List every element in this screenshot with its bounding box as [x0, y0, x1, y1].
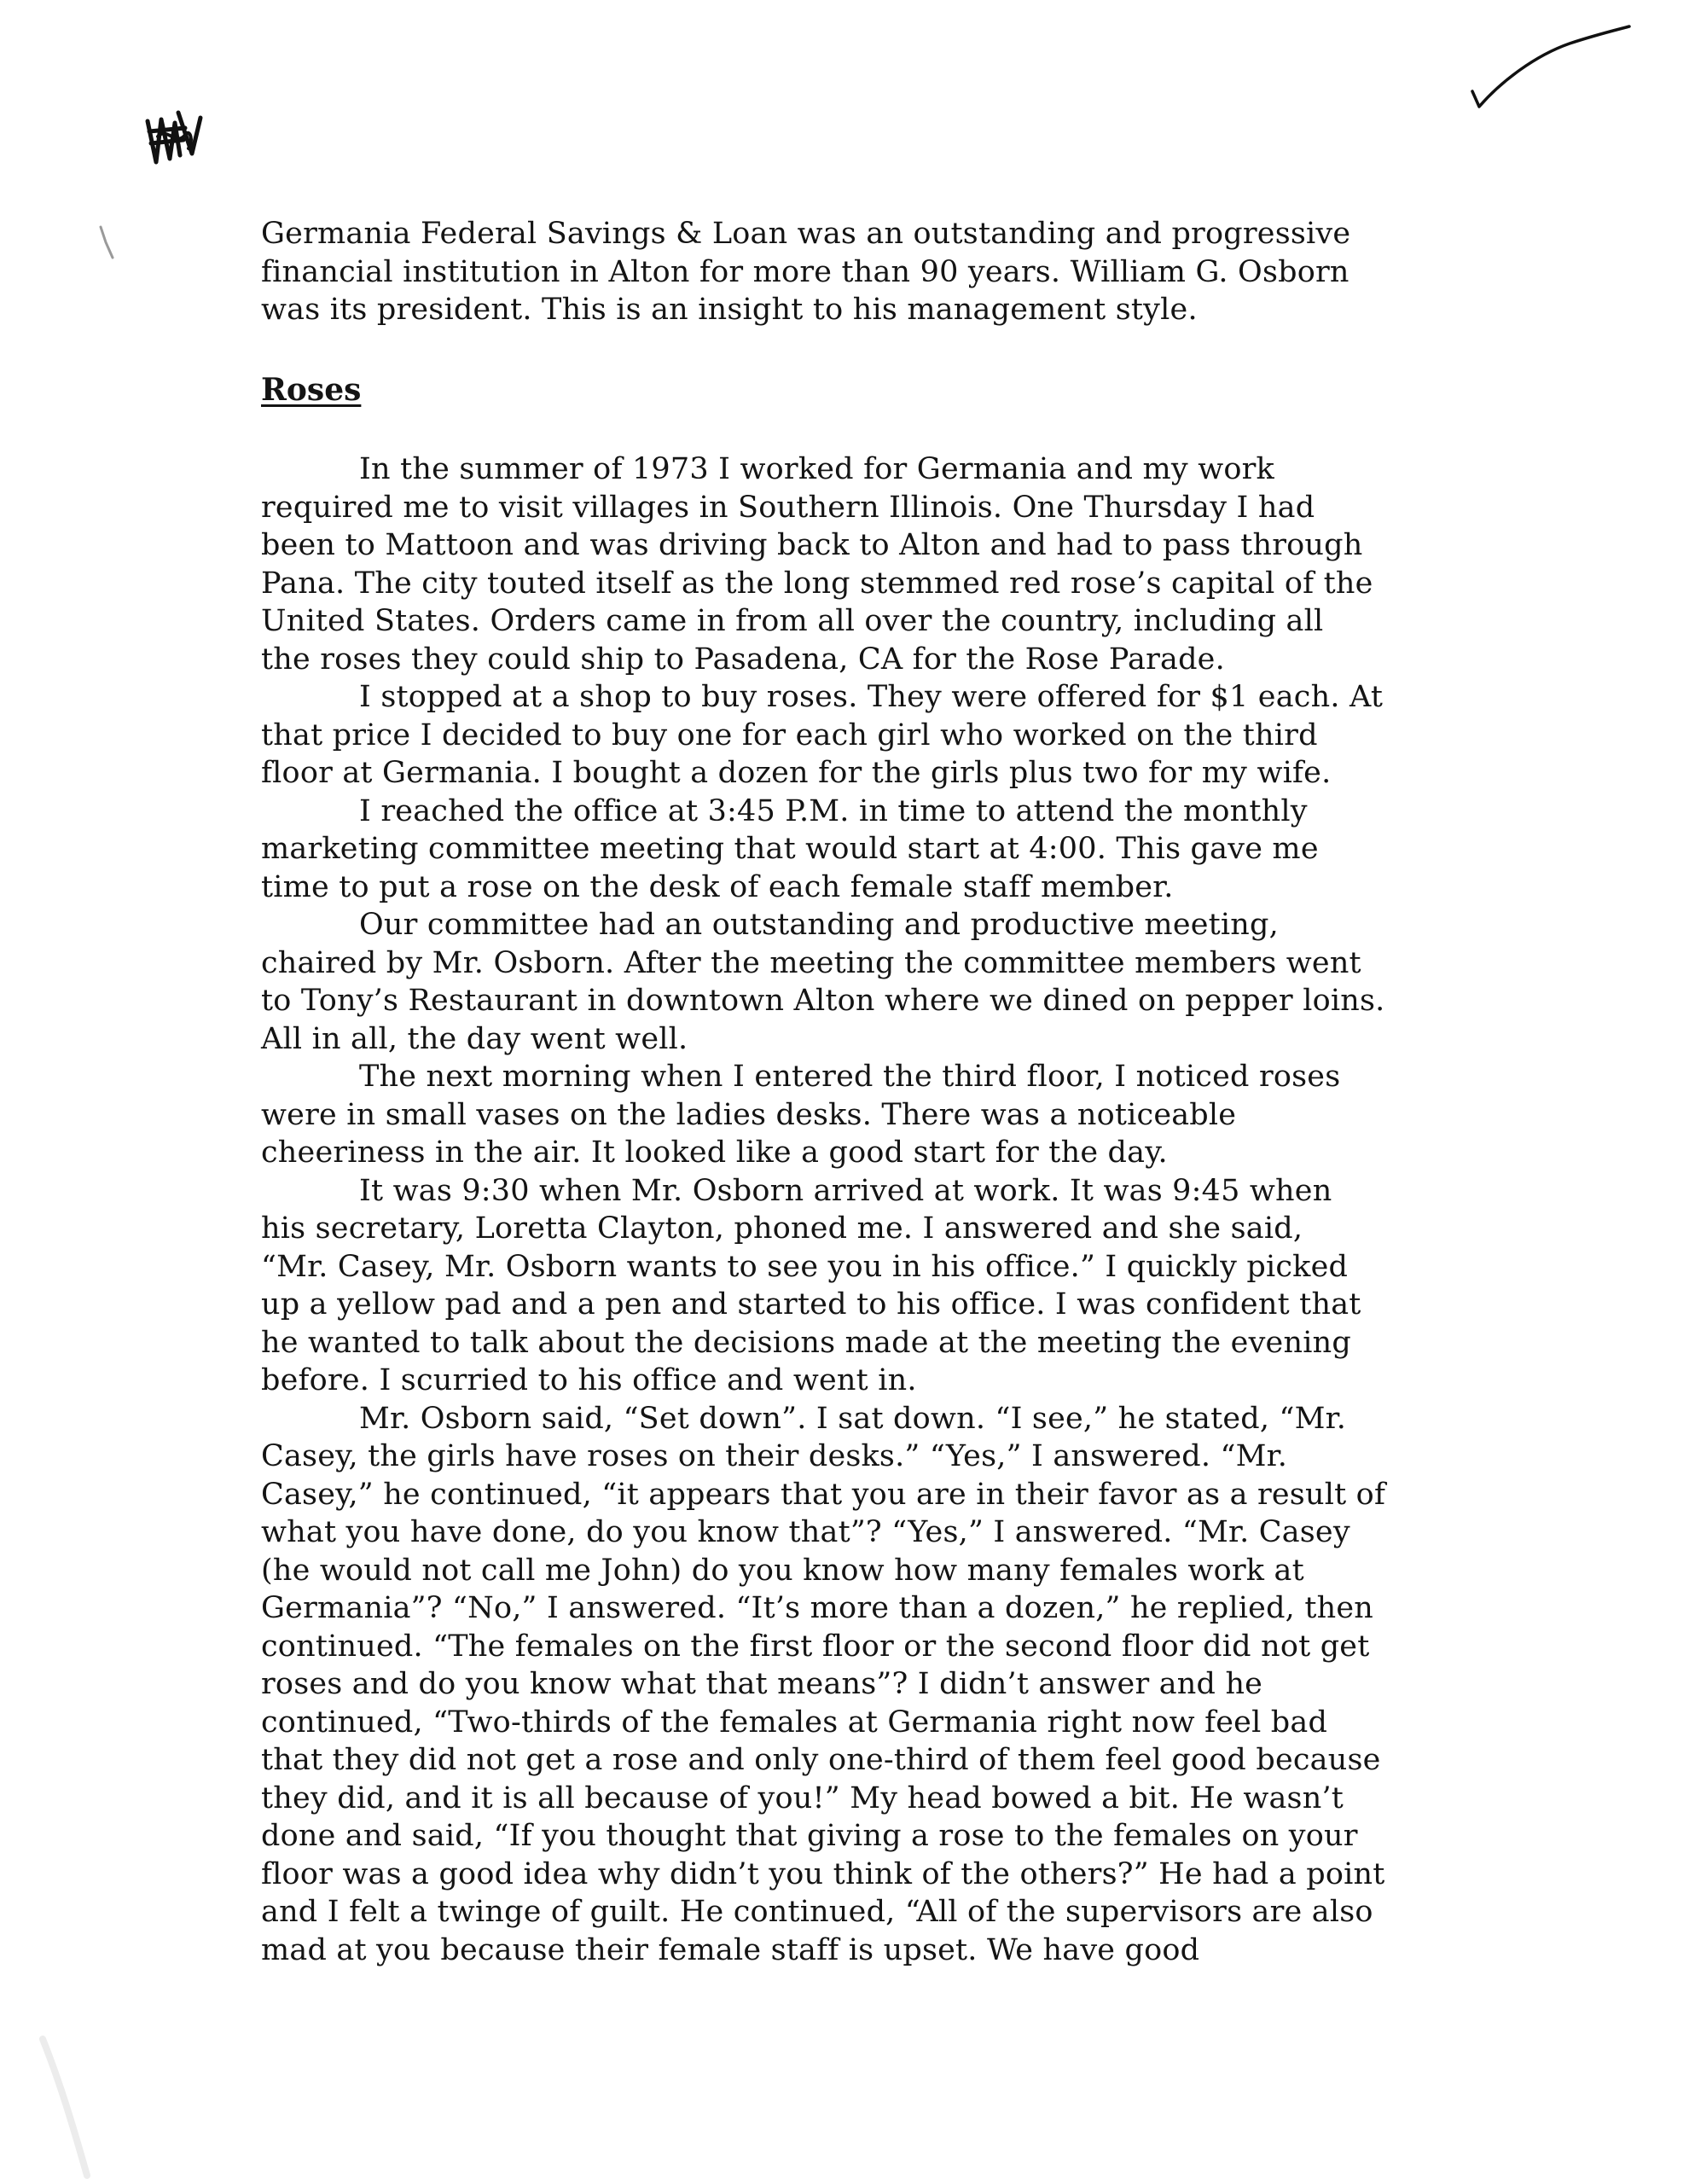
- body-line: I stopped at a shop to buy roses. They were offered for $1 each. At: [359, 680, 1384, 714]
- body-line: marketing committee meeting that would start at 4:00. This gave me: [261, 832, 1319, 866]
- body-line: floor at Germania. I bought a dozen for the girls plus two for my wife.: [261, 756, 1332, 790]
- body-line: they did, and it is all because of you!” My head bowed a bit. He wasn’t: [261, 1781, 1344, 1815]
- scan-smudge-mark: [96, 224, 121, 266]
- handwritten-check-mark: [1467, 21, 1634, 115]
- body-line: chaired by Mr. Osborn. After the meeting the committee members went: [261, 946, 1361, 980]
- body-line: “Mr. Casey, Mr. Osborn wants to see you in his office.” I quickly picked: [261, 1250, 1349, 1284]
- body-line: continued. “The females on the first floor or the second floor did not get: [261, 1629, 1370, 1664]
- body-line: up a yellow pad and a pen and started to his office. I was confident that: [261, 1287, 1361, 1321]
- body-line: that price I decided to buy one for each girl who worked on the third: [261, 718, 1318, 752]
- body-line: required me to visit villages in Southern Illinois. One Thursday I had: [261, 491, 1315, 525]
- body-line: time to put a rose on the desk of each female staff member.: [261, 870, 1174, 904]
- body-line: roses and do you know what that means”? I didn’t answer and he: [261, 1667, 1263, 1701]
- body-line: All in all, the day went well.: [261, 1022, 688, 1056]
- body-line: It was 9:30 when Mr. Osborn arrived at work. It was 9:45 when: [359, 1174, 1332, 1208]
- handwritten-scribble-mark: [141, 102, 209, 171]
- body-line: done and said, “If you thought that giving a rose to the females on your: [261, 1819, 1358, 1853]
- body-line: (he would not call me John) do you know how many females work at: [261, 1554, 1304, 1588]
- body-line: Casey, the girls have roses on their desks.” “Yes,” I answered. “Mr.: [261, 1439, 1288, 1473]
- body-line: Casey,” he continued, “it appears that you are in their favor as a result of: [261, 1478, 1386, 1512]
- body-line: the roses they could ship to Pasadena, CA for the Rose Parade.: [261, 642, 1225, 677]
- body-line: mad at you because their female staff is upset. We have good: [261, 1933, 1200, 1967]
- body-line: floor was a good idea why didn’t you think of the others?” He had a point: [261, 1857, 1385, 1891]
- body-line: cheeriness in the air. It looked like a good start for the day.: [261, 1136, 1168, 1170]
- body-line: Pana. The city touted itself as the long stemmed red rose’s capital of the: [261, 566, 1373, 601]
- body-line: In the summer of 1973 I worked for Germania and my work: [359, 452, 1274, 486]
- body-line: United States. Orders came in from all over the country, including all: [261, 604, 1324, 638]
- body-line: were in small vases on the ladies desks. There was a noticeable: [261, 1098, 1237, 1132]
- body-line: what you have done, do you know that”? “Yes,” I answered. “Mr. Casey: [261, 1515, 1350, 1549]
- scan-shadow-mark: [34, 2030, 102, 2184]
- body-line: that they did not get a rose and only one-third of them feel good because: [261, 1743, 1381, 1777]
- body-line: been to Mattoon and was driving back to Alton and had to pass through: [261, 528, 1363, 562]
- intro-line: Germania Federal Savings & Loan was an outstanding and progressive: [261, 217, 1351, 251]
- body-line: Germania”? “No,” I answered. “It’s more than a dozen,” he replied, then: [261, 1591, 1373, 1625]
- body-line: to Tony’s Restaurant in downtown Alton where we dined on pepper loins.: [261, 984, 1385, 1018]
- body-line: before. I scurried to his office and went in.: [261, 1363, 917, 1397]
- body-line: his secretary, Loretta Clayton, phoned me. I answered and she said,: [261, 1211, 1303, 1246]
- body-line: Our committee had an outstanding and productive meeting,: [359, 908, 1279, 942]
- body-line: and I felt a twinge of guilt. He continued, “All of the supervisors are also: [261, 1895, 1373, 1929]
- intro-line: financial institution in Alton for more than 90 years. William G. Osborn: [261, 255, 1349, 289]
- body-line: I reached the office at 3:45 P.M. in time to attend the monthly: [359, 794, 1308, 828]
- body-line: The next morning when I entered the third floor, I noticed roses: [359, 1060, 1341, 1094]
- body-line: he wanted to talk about the decisions made at the meeting the evening: [261, 1326, 1351, 1360]
- intro-line: was its president. This is an insight to his management style.: [261, 293, 1198, 327]
- body-line: Mr. Osborn said, “Set down”. I sat down. “I see,” he stated, “Mr.: [359, 1402, 1347, 1436]
- section-heading: Roses: [261, 372, 362, 408]
- body-line: continued, “Two-thirds of the females at Germania right now feel bad: [261, 1705, 1328, 1740]
